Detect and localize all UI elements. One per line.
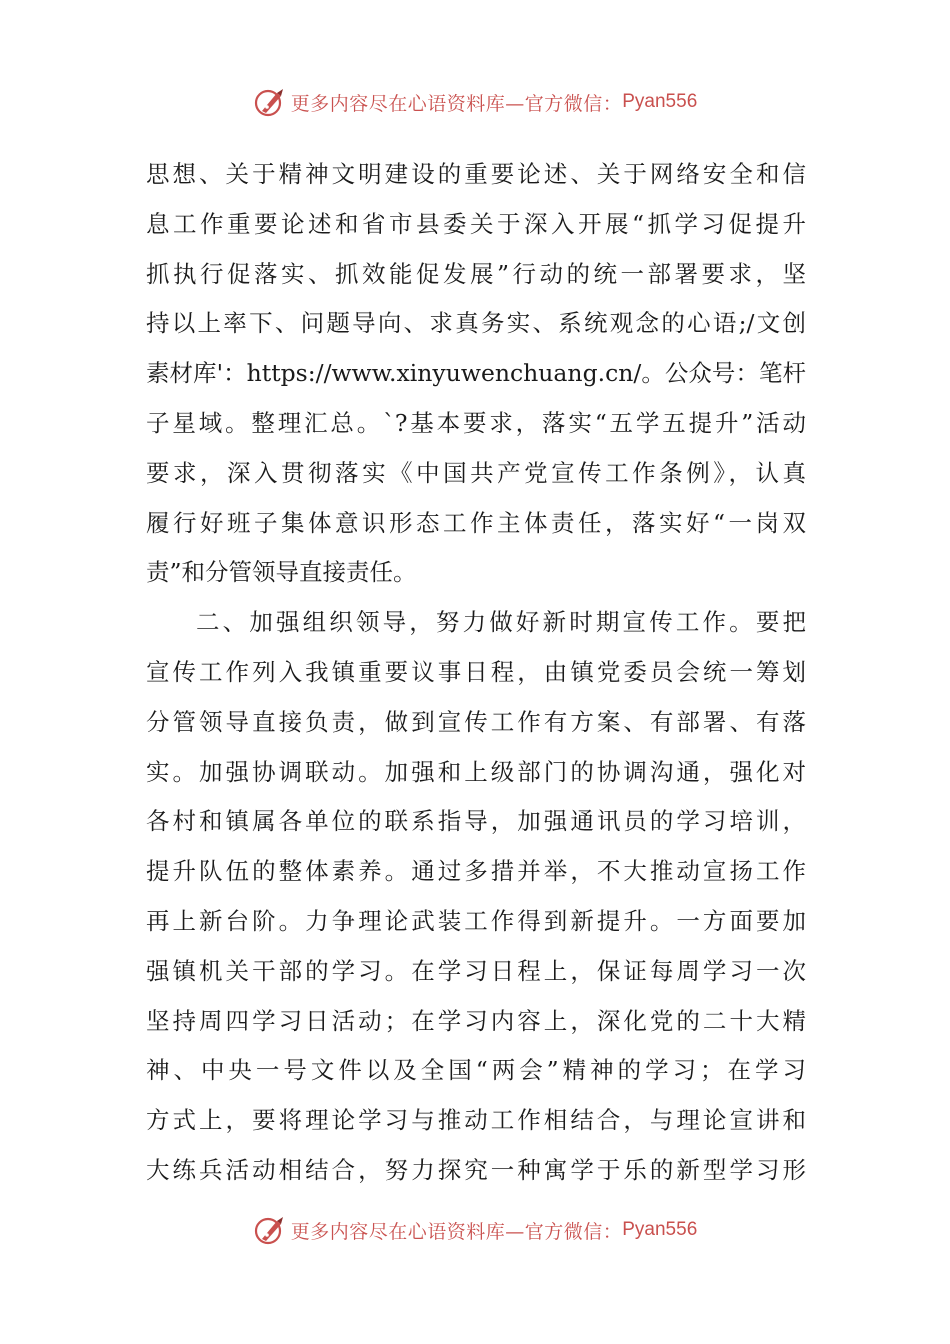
wechat-id: Pyan556 [622,1219,698,1240]
wechat-label: 官方微信： [524,1220,623,1243]
text-line: 神、中央一号文件以及全国“两会”精神的学习；在学习 [146,1056,806,1085]
text-line: 提升队伍的整体素养。通过多措并举，不大推动宣扬工作 [146,857,806,886]
header-watermark-banner [0,82,950,122]
text-line: 思想、关于精神文明建设的重要论述、关于网络安全和信 [146,160,806,188]
text-line: 素材库'：https://www.xinyuwenchuang.cn/。公众号：笔杆 [146,359,806,388]
text-line: 坚持周四学习日活动；在学习内容上，深化党的二十大精 [146,1006,806,1035]
text-line: 强镇机关干部的学习。在学习日程上，保证每周学习一次 [146,956,806,985]
document-body [146,150,806,1196]
text-line: 抓执行促落实、抓效能促发展”行动的统一部署要求，坚 [146,259,806,288]
text-line: 各村和镇属各单位的联系指导，加强通讯员的学习培训， [146,807,806,836]
wechat-label: 官方微信： [524,92,623,115]
text-line: 分管领导直接负责，做到宣传工作有方案、有部署、有落 [146,707,806,736]
text-line: 责”和分管领导直接责任。 [146,558,417,587]
text-line: 实。加强协调联动。加强和上级部门的协调沟通，强化对 [146,757,806,786]
pen-nib-logo-icon [253,85,287,119]
text-line: 宣传工作列入我镇重要议事日程，由镇党委员会统一筹划 [146,657,806,686]
watermark-text: 更多内容尽在心语资料库— [290,1220,525,1243]
text-line: 大练兵活动相结合，努力探究一种寓学于乐的新型学习形 [146,1155,806,1184]
text-line: 再上新台阶。力争理论武装工作得到新提升。一方面要加 [146,906,806,935]
footer-watermark-banner [0,1210,950,1250]
text-line: 履行好班子集体意识形态工作主体责任，落实好“一岗双 [146,508,806,537]
text-line: 方式上，要将理论学习与推动工作相结合，与理论宣讲和 [146,1106,806,1135]
text-line: 持以上率下、问题导向、求真务实、系统观念的心语;/文创 [146,309,806,338]
text-line: 息工作重要论述和省市县委关于深入开展“抓学习促提升 [146,209,806,238]
text-line: 子星域。整理汇总。`?基本要求，落实“五学五提升”活动 [146,408,806,437]
wechat-id: Pyan556 [622,91,698,112]
watermark-text: 更多内容尽在心语资料库— [290,92,525,115]
pen-nib-logo-icon [253,1213,287,1247]
text-line: 要求，深入贯彻落实《中国共产党宣传工作条例》，认真 [146,458,806,487]
text-line: 二、加强组织领导，努力做好新时期宣传工作。要把 [196,608,806,637]
